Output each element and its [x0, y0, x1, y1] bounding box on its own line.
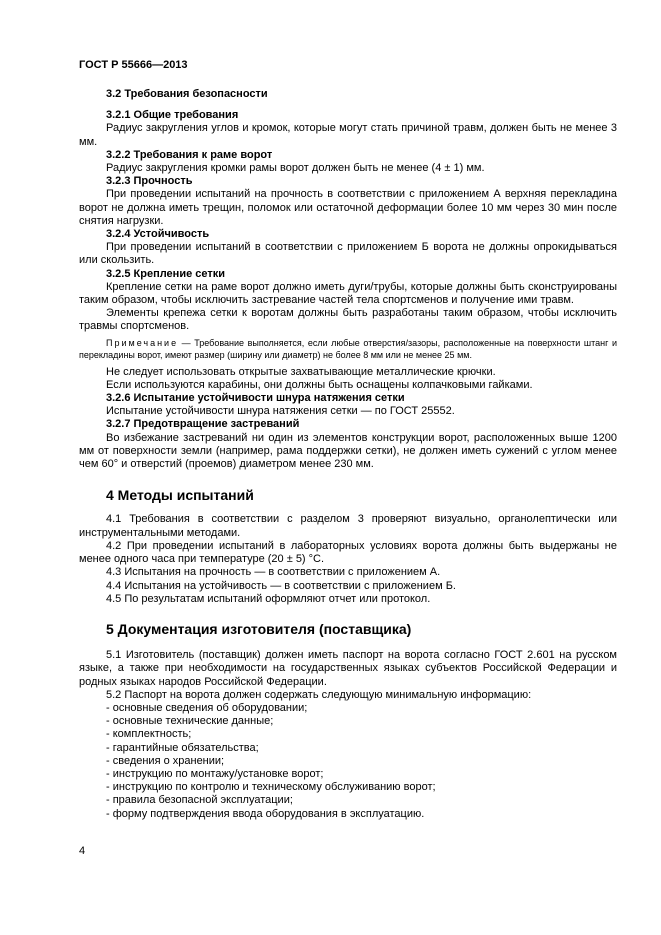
section-3-2-3-text: При проведении испытаний на прочность в соответствии с приложением А верхняя перекладина ворот не должна иметь трещин, поломок или остаточной деформации более 10 мм через 30 мин после снятия нагрузки.	[79, 188, 617, 227]
note-text: — Требование выполняется, если любые отверстия/зазоры, расположенные на поверхности штанг и перекладины ворот, имеют размер (ширину или диаметр) не более 8 мм или не менее 25 мм.	[79, 337, 617, 360]
list-item: - инструкцию по монтажу/установке ворот;	[106, 767, 324, 780]
list-item: - сведения о хранении;	[106, 754, 225, 767]
note-label: Примечание	[106, 337, 179, 348]
section-4-5: 4.5 По результатам испытаний оформляют отчет или протокол.	[106, 592, 431, 605]
hooks-text-1: Не следует использовать открытые захватывающие металлические крючки.	[106, 365, 496, 378]
section-4-1: 4.1 Требования в соответствии с разделом 3 проверяют визуально, органолептически или инструментальными методами.	[79, 513, 617, 539]
section-3-2-5-text-1: Крепление сетки на раме ворот должно иметь дуги/трубы, которые должны быть сконструированы таким образом, чтобы исключить застревание частей тела спортсменов и получение ими травм.	[79, 280, 617, 307]
section-3-2-3-title: 3.2.3 Прочность	[106, 175, 193, 188]
section-3-2-5-text-2: Элементы крепежа сетки к воротам должны быть разработаны таким образом, чтобы исключить травмы спортсменов.	[79, 307, 617, 333]
section-5-2: 5.2 Паспорт на ворота должен содержать следующую минимальную информацию:	[106, 688, 532, 701]
note	[79, 337, 617, 361]
hooks-text-2: Если используются карабины, они должны быть оснащены колпачковыми гайками.	[106, 378, 533, 391]
section-4-2: 4.2 При проведении испытаний в лабораторных условиях ворота должны быть выдержаны не менее одного часа при температуре (20 ± 5) °С.	[79, 539, 617, 566]
section-3-2-1-text: Радиус закругления углов и кромок, которые могут стать причиной травм, должен быть не менее 3 мм.	[79, 122, 617, 148]
section-3-2-title: 3.2 Требования безопасности	[106, 88, 268, 100]
section-4-4: 4.4 Испытания на устойчивость — в соответствии с приложением Б.	[106, 579, 456, 592]
list-item: - правила безопасной эксплуатации;	[106, 794, 293, 807]
page-number: 4	[79, 845, 86, 857]
section-3-2-6-title: 3.2.6 Испытание устойчивости шнура натяжения сетки	[106, 392, 405, 405]
section-3-2-4-text: При проведении испытаний в соответствии с приложением Б ворота не должны опрокидываться или скользить.	[79, 241, 617, 267]
section-3-2-7-title: 3.2.7 Предотвращение застреваний	[106, 418, 300, 431]
list-item: - комплектность;	[106, 728, 192, 741]
section-3-2-2-text: Радиус закругления кромки рамы ворот должен быть не менее (4 ± 1) мм.	[106, 162, 485, 175]
list-item: - форму подтверждения ввода оборудования в эксплуатацию.	[106, 807, 425, 820]
list-item: - гарантийные обязательства;	[106, 741, 259, 754]
section-5-title: 5 Документация изготовителя (поставщика)	[106, 620, 412, 637]
section-5-1: 5.1 Изготовитель (поставщик) должен иметь паспорт на ворота согласно ГОСТ 2.601 на русском языке, а также при необходимости на государственных языках субъектов Российской Федерации и родных языках народов Российской Федерации.	[79, 649, 617, 688]
section-4-title: 4 Методы испытаний	[106, 487, 254, 504]
section-3-2-5-title: 3.2.5 Крепление сетки	[106, 267, 226, 280]
section-3-2-1-title: 3.2.1 Общие требования	[106, 109, 239, 122]
list-item: - инструкцию по контролю и техническому обслуживанию ворот;	[106, 781, 436, 794]
section-3-2-7-text: Во избежание застреваний ни один из элементов конструкции ворот, расположенных выше 1200 мм от поверхности земли (например, рама поддержки сетки), не должен иметь сужений с углом менее чем 60° и отверстий (проемов) диаметром менее 230 мм.	[79, 431, 617, 471]
section-3-2-2-title: 3.2.2 Требования к раме ворот	[106, 148, 273, 161]
page-content	[79, 88, 617, 821]
document-code: ГОСТ Р 55666—2013	[79, 59, 188, 71]
list-item: - основные сведения об оборудовании;	[106, 701, 308, 714]
section-3-2-6-text: Испытание устойчивости шнура натяжения сетки — по ГОСТ 25552.	[106, 405, 455, 418]
list-item: - основные технические данные;	[106, 715, 274, 728]
section-4-3: 4.3 Испытания на прочность — в соответствии с приложением А.	[106, 566, 441, 579]
section-3-2-4-title: 3.2.4 Устойчивость	[106, 228, 210, 241]
